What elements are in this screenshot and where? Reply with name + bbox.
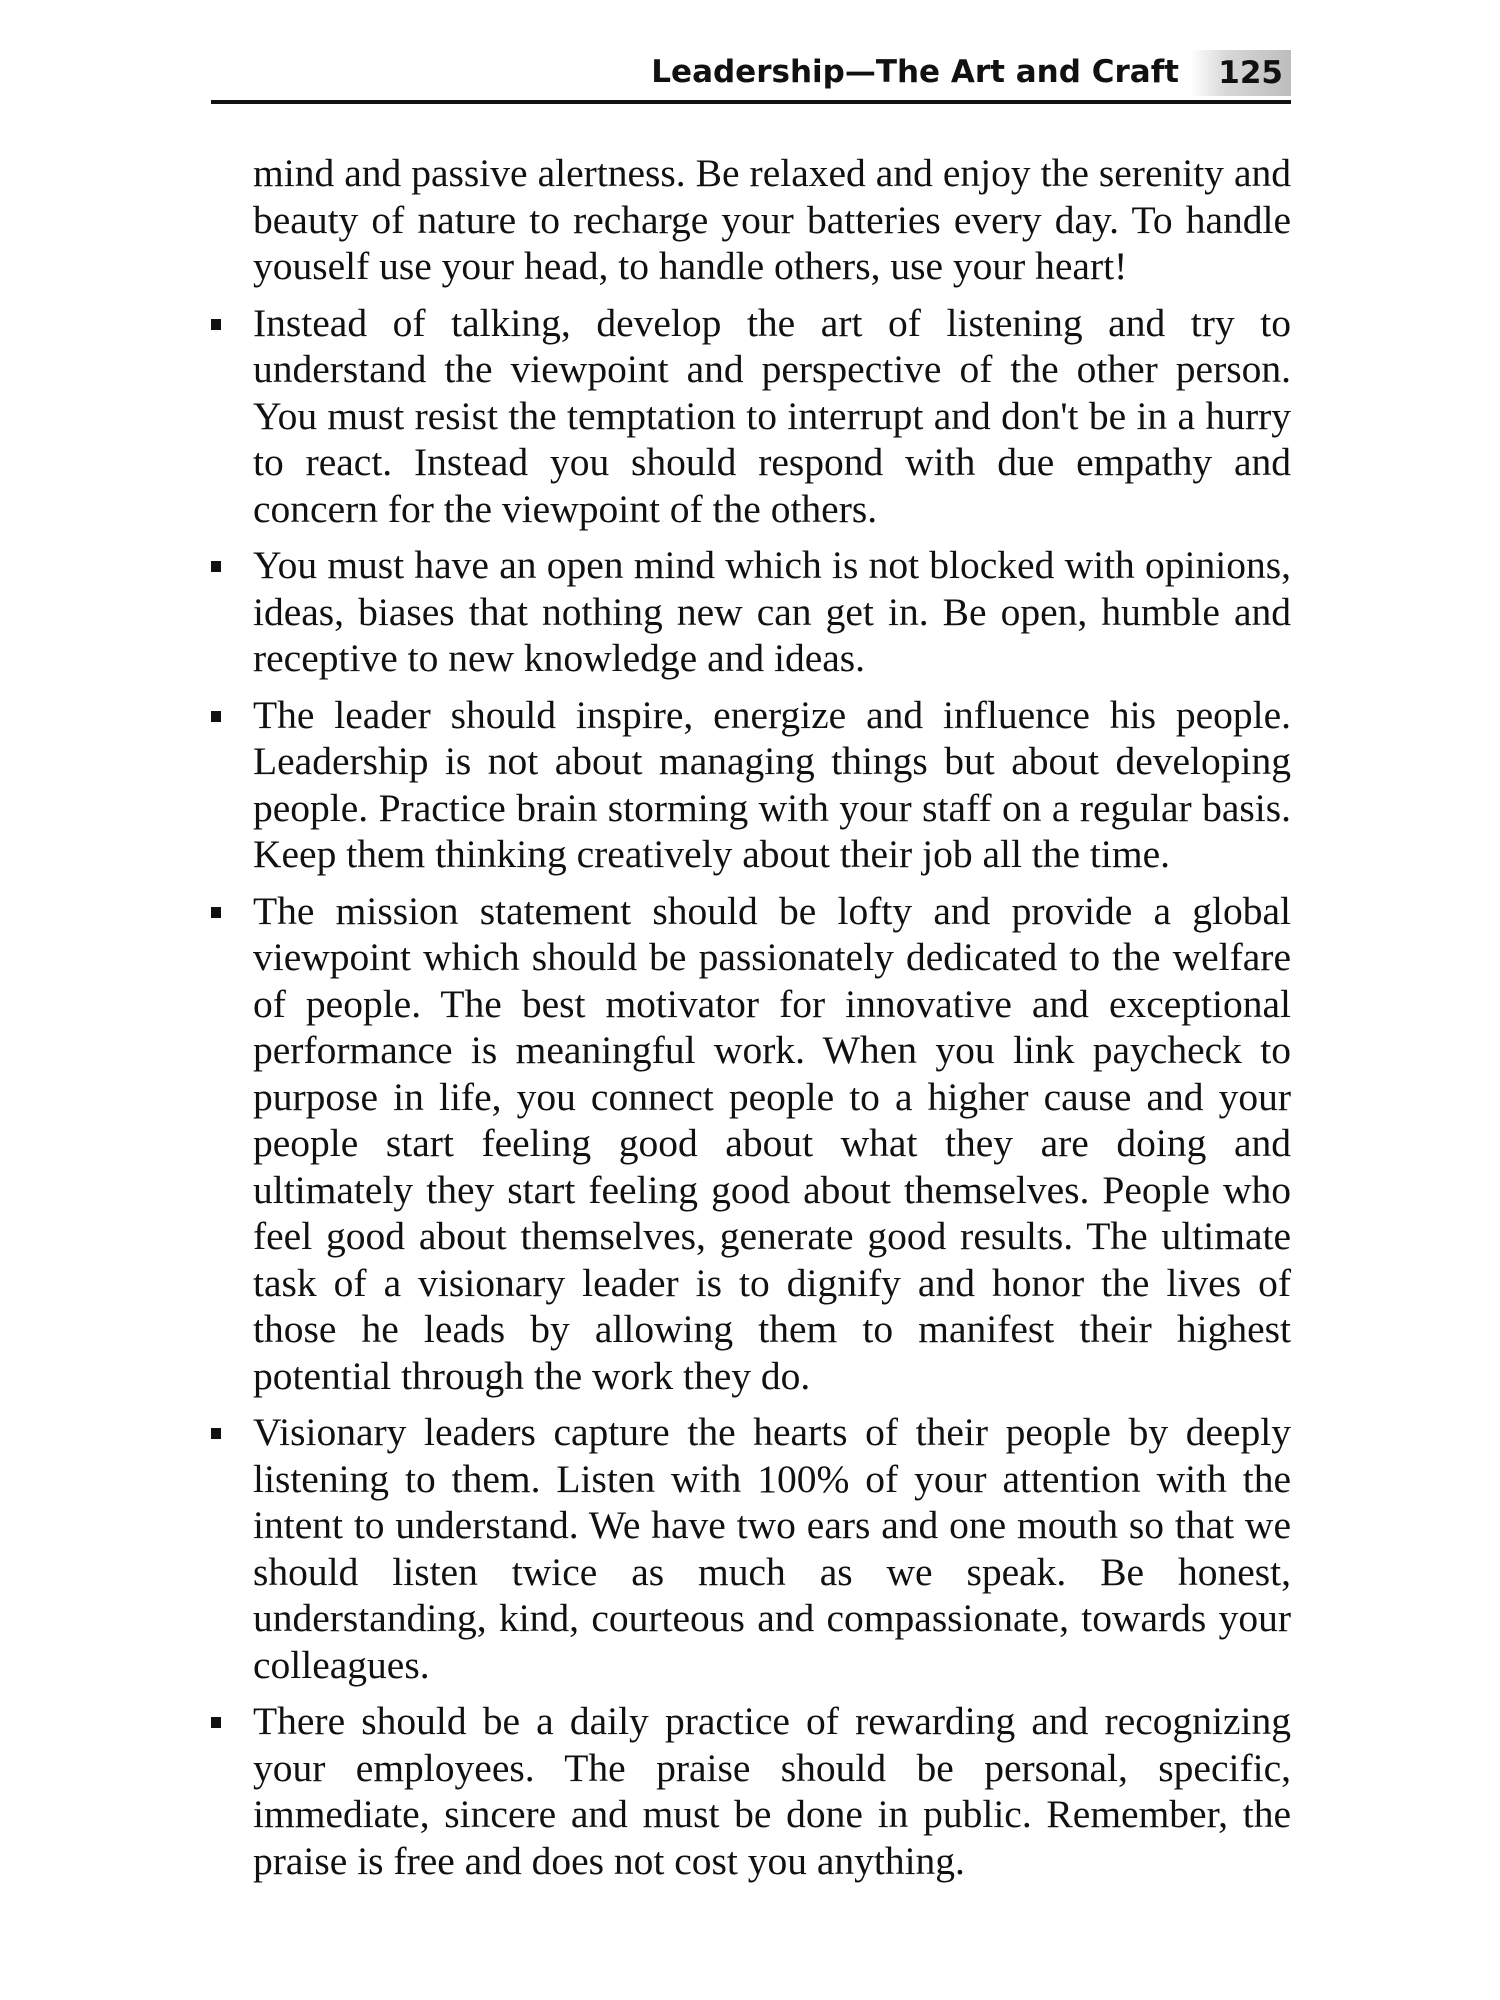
- page-body: [211, 150, 1291, 1894]
- bullet-item: [253, 1698, 1291, 1884]
- bullet-marker: [211, 319, 221, 330]
- running-header: [211, 48, 1291, 104]
- bullet-text: There should be a daily practice of rewarding and recognizing your employees. The praise should be personal, specific, immediate, sincere and must be done in public. Remember, the praise is free and does not cost you anything.: [253, 1699, 1291, 1883]
- bullet-text: The leader should inspire, energize and influence his people. Leadership is not about managing things but about developing people. Practice brain storming with your staff on a regular basis. Keep them thinking creatively about their job all the time.: [253, 692, 1291, 876]
- bullet-text: Visionary leaders capture the hearts of their people by deeply listening to them. Listen with 100% of your attention with the intent to understand. We have two ears and one mouth so that we should listen twice as much as we speak. Be honest, understanding, kind, courteous and compassionate, towards your colleagues.: [253, 1410, 1291, 1687]
- bullet-marker: [211, 711, 221, 722]
- bullet-marker: [211, 907, 221, 918]
- bullet-text: Instead of talking, develop the art of listening and try to understand the viewpoint and perspective of the other person. You must resist the temptation to interrupt and don't be in a hurry to react. Instead you should respond with due empathy and concern for the viewpoint of the others.: [253, 300, 1291, 531]
- bullet-item: [253, 300, 1291, 533]
- page-number: 125: [1191, 50, 1291, 96]
- bullet-item: [253, 542, 1291, 682]
- bullet-item: [253, 888, 1291, 1400]
- bullet-item: [253, 692, 1291, 878]
- bullet-marker: [211, 1428, 221, 1439]
- bullet-text: The mission statement should be lofty and provide a global viewpoint which should be passionately dedicated to the welfare of people. The best motivator for innovative and exceptional performance is meaningful work. When you link paycheck to purpose in life, you connect people to a higher cause and your people start feeling good about what they are doing and ultimately they start feeling good about themselves. People who feel good about themselves, generate good results. The ultimate task of a visionary leader is to dignify and honor the lives of those he leads by allowing them to manifest their highest potential through the work they do.: [253, 888, 1291, 1398]
- bullet-marker: [211, 561, 221, 572]
- bullet-marker: [211, 1717, 221, 1728]
- running-title: Leadership—The Art and Craft: [651, 54, 1179, 90]
- bullet-item: [253, 1409, 1291, 1688]
- continuation-paragraph: mind and passive alertness. Be relaxed and enjoy the serenity and beauty of nature to recharge your batteries every day. To handle youself use your head, to handle others, use your heart!: [253, 151, 1291, 288]
- bullet-text: You must have an open mind which is not blocked with opinions, ideas, biases that nothing new can get in. Be open, humble and receptive to new knowledge and ideas.: [253, 543, 1291, 680]
